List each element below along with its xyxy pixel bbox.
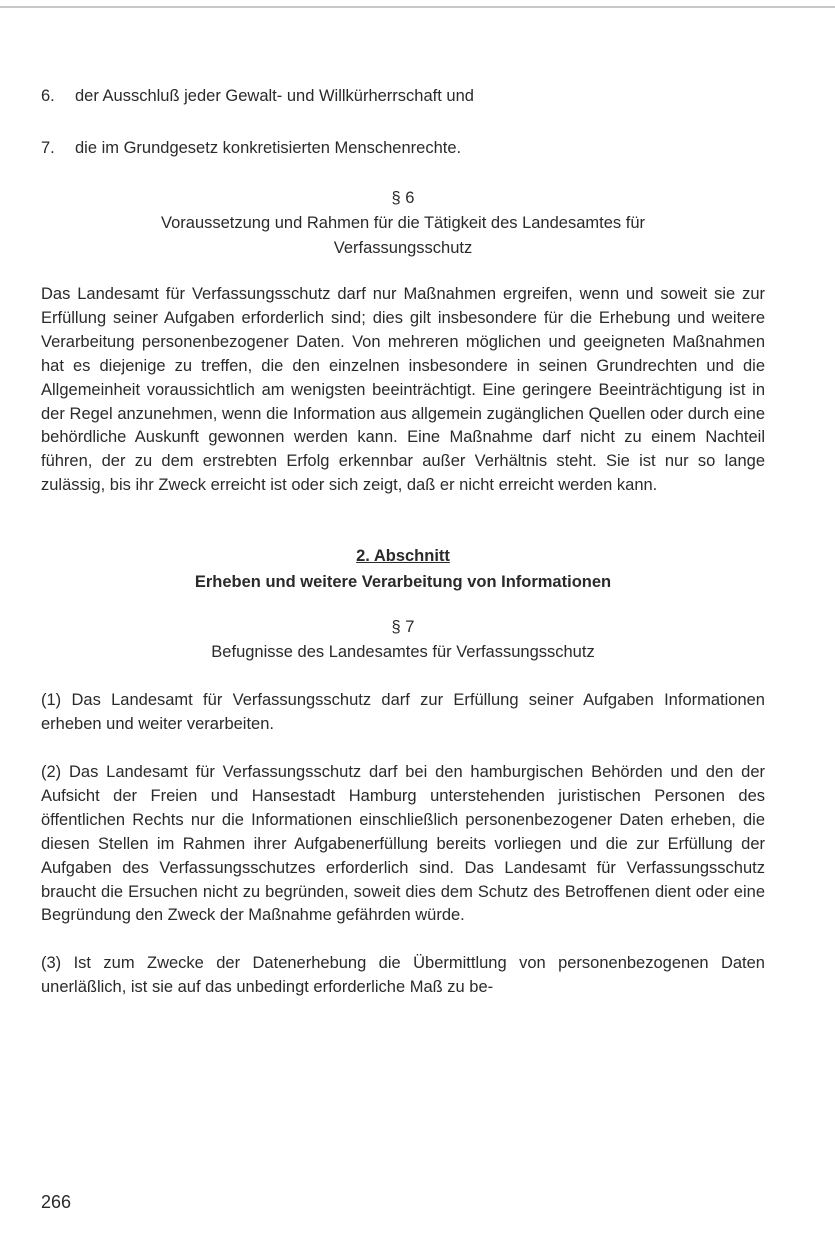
list-number: 6. [41, 87, 55, 105]
list-item [41, 84, 765, 108]
list-number: 7. [41, 139, 55, 157]
paragraph-7-number: § 7 [391, 618, 415, 637]
paragraph-6-heading [41, 186, 765, 261]
paragraph-6-body: Das Landesamt für Verfassungsschutz darf nur Maßnahmen ergreifen, wenn und soweit sie zur Erfüllung seiner Aufgaben erforderlich sind; dies gilt insbesondere für die Erhebung und weitere Verarbeitung personenbezogener Daten. Von mehreren möglichen und geeigneten Maßnahmen hat es diejenige zu treffen, die den einzelnen insbesondere in seinen Grundrechten und die Allgemeinheit voraussichtlich am wenigsten beeinträchtigt. Eine geringere Beeinträchtigung ist in der Regel anzunehmen, wenn die Information aus allgemein zugänglichen Quellen oder durch eine behördliche Auskunft gewonnen werden kann. Eine Maßnahme darf nicht zu einem Nachteil führen, der zu dem erstrebten Erfolg erkennbar außer Verhältnis steht. Sie ist nur so lange zulässig, bis ihr Zweck erreicht ist oder sich zeigt, daß er nicht erreicht werden kann. [41, 285, 765, 495]
top-edge-rule [0, 6, 835, 8]
section-title: Erheben und weitere Verarbeitung von Informationen [194, 573, 612, 592]
paragraph-7-heading [41, 615, 765, 665]
paragraph-7-clause-3: (3) Ist zum Zwecke der Datenerhebung die Übermittlung von personenbezogenen Daten unerläßlich, ist sie auf das unbedingt erforderliche Maß zu be- [41, 954, 765, 997]
section-heading [41, 543, 765, 595]
paragraph-7-clause-2: (2) Das Landesamt für Verfassungsschutz darf bei den hamburgischen Behörden und den der Aufsicht der Freien und Hansestadt Hamburg unterstehenden juristischen Personen des öffentlichen Rechts nur die Informationen einschließlich personenbezogener Daten erheben, die diesen Stellen im Rahmen ihrer Aufgabenerfüllung bereits vorliegen und die zur Erfüllung der Aufgaben des Verfassungsschutzes erforderlich sind. Das Landesamt für Verfassungsschutz braucht die Ersuchen nicht zu begründen, soweit dies dem Schutz des Betroffenen dient oder eine Begründung den Zweck der Maßnahme gefährden würde. [41, 762, 765, 925]
list-text: der Ausschluß jeder Gewalt- und Willkürherrschaft und [75, 87, 474, 105]
paragraph-7-clause-1: (1) Das Landesamt für Verfassungsschutz darf zur Erfüllung seiner Aufgaben Informationen erheben und weiter verarbeiten. [41, 691, 765, 734]
paragraph-6-number: § 6 [391, 189, 415, 207]
document-page [41, 84, 765, 1000]
section-number: 2. Abschnitt [356, 547, 450, 566]
paragraph-6-title-line-2: Verfassungsschutz [333, 239, 473, 257]
list-text: die im Grundgesetz konkretisierten Menschenrechte. [75, 139, 462, 157]
list-item [41, 136, 765, 160]
paragraph-7-title: Befugnisse des Landesamtes für Verfassungsschutz [211, 643, 595, 662]
paragraph-6-title-line-1: Voraussetzung und Rahmen für die Tätigkeit des Landesamtes für [161, 214, 645, 232]
page-number: 266 [41, 1192, 72, 1212]
